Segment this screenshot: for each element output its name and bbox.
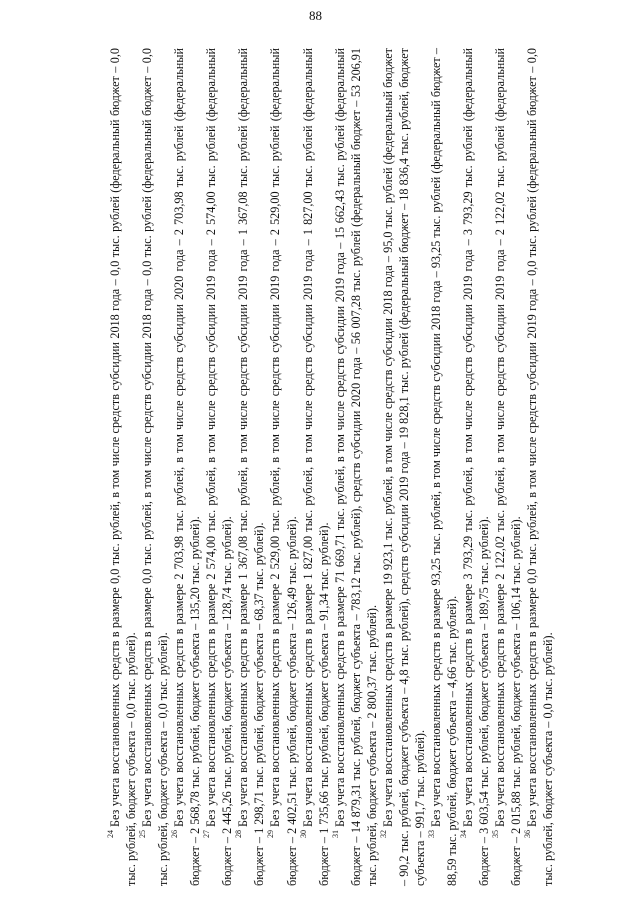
footnote-number: 32 xyxy=(378,830,388,838)
footnote-text: Без учета восстановленных средств в размере 0,0 тыс. рублей, в том числе средств субсидии 2018 года – 0,0 тыс. рублей (федеральный бюджет – 0,0 тыс. рублей, бюджет субъекта – 0,0 тыс. рублей). xyxy=(108,48,139,886)
footnote-number: 24 xyxy=(106,830,115,838)
footnotes-list xyxy=(107,48,607,886)
footnote xyxy=(524,48,556,886)
footnote-number: 28 xyxy=(234,830,244,838)
footnote-text: Без учета восстановленных средств в размере 2 574,00 тыс. рублей, в том числе средств субсидии 2019 года – 2 574,00 тыс. рублей (федеральный бюджет – 2 445,26 тыс. рублей, бюджет субъекта – 128,74 тыс. рублей). xyxy=(204,48,235,886)
footnote-text: Без учета восстановленных средств в размере 0,0 тыс. рублей, в том числе средств субсидии 2019 года – 0,0 тыс. рублей (федеральный бюджет – 0,0 тыс. рублей, бюджет субъекта – 0,0 тыс. рублей). xyxy=(525,48,556,886)
footnote-text: Без учета восстановленных средств в размере 1 827,00 тыс. рублей, в том числе средств субсидии 2019 года – 1 827,00 тыс. рублей (федеральный бюджет – 1 735,66 тыс. рублей, бюджет субъекта – 91,34 тыс. рублей). xyxy=(300,48,331,886)
footnote-number: 30 xyxy=(298,830,308,838)
footnote-number: 34 xyxy=(459,830,469,838)
footnote-text: Без учета восстановленных средств в размере 71 669,71 тыс. рублей, в том числе средств субсидии 2019 года – 15 662,43 тыс. рублей (федеральный бюджет – 14 879,31 тыс. рублей, бюджет субъекта – 783,12 тыс. рублей), средств субсидии 2020 года – 56 007,28 тыс. рублей (федеральный бюджет – 53 206,91 тыс. рублей, бюджет субъекта – 2 800,37 тыс. рублей). xyxy=(332,48,379,886)
footnote-number: 27 xyxy=(202,830,212,838)
footnote-number: 31 xyxy=(330,830,340,838)
footnote-text: Без учета восстановленных средств в размере 93,25 тыс. рублей, в том числе средств субсидии 2018 года – 93,25 тыс. рублей (федеральный бюджет – 88,59 тыс. рублей, бюджет субъекта – 4,66 тыс. рублей). xyxy=(428,48,459,886)
page-number: 88 xyxy=(309,8,322,23)
footnote xyxy=(235,48,267,886)
footnote-number: 33 xyxy=(426,830,436,838)
footnote xyxy=(171,48,203,886)
footnote-text: Без учета восстановленных средств в размере 2 529,00 тыс. рублей, в том числе средств субсидии 2019 года – 2 529,00 тыс. рублей (федеральный бюджет – 2 402,51 тыс. рублей, бюджет субъекта – 126,49 тыс. рублей). xyxy=(268,48,299,886)
footnote-number: 26 xyxy=(170,830,180,838)
footnote-number: 29 xyxy=(266,830,276,838)
footnote-text: Без учета восстановленных средств в размере 2 122,02 тыс. рублей, в том числе средств субсидии 2019 года – 2 122,02 тыс. рублей (федеральный бюджет – 2 015,88 тыс. рублей, бюджет субъекта – 106,14 тыс. рублей). xyxy=(493,48,524,886)
footnote xyxy=(267,48,299,886)
footnote-number: 35 xyxy=(491,830,501,838)
footnote-text: Без учета восстановленных средств в размере 3 793,29 тыс. рублей, в том числе средств субсидии 2019 года – 3 793,29 тыс. рублей (федеральный бюджет – 3 603,54 тыс. рублей, бюджет субъекта – 189,75 тыс. рублей). xyxy=(461,48,492,886)
footnote-number: 36 xyxy=(523,830,533,838)
footnote xyxy=(139,48,171,886)
footnote xyxy=(460,48,492,886)
footnote-text: Без учета восстановленных средств в размере 1 367,08 тыс. рублей, в том числе средств субсидии 2019 года – 1 367,08 тыс. рублей (федеральный бюджет – 1 298,71 тыс. рублей, бюджет субъекта – 68,37 тыс. рублей). xyxy=(236,48,267,886)
footnote-text: Без учета восстановленных средств в размере 19 923,1 тыс. рублей, в том числе средств субсидии 2018 года – 95,0 тыс. рублей (федеральный бюджет – 90,2 тыс. рублей, бюджет субъекта – 4,8 тыс. рублей), средств субсидии 2019 года – 19 828,1 тыс. рублей (федеральный бюджет – 18 836,4 тыс. рублей, бюджет субъекта – 991,7 тыс. рублей). xyxy=(380,48,427,886)
footnote xyxy=(380,48,428,886)
footnote xyxy=(492,48,524,886)
footnote xyxy=(428,48,460,886)
footnote xyxy=(203,48,235,886)
footnote xyxy=(332,48,380,886)
rotated-footnotes-area xyxy=(106,48,556,886)
footnote-text: Без учета восстановленных средств в размере 0,0 тыс. рублей, в том числе средств субсидии 2018 года – 0,0 тыс. рублей (федеральный бюджет – 0,0 тыс. рублей, бюджет субъекта – 0,0 тыс. рублей). xyxy=(140,48,171,886)
footnote-text: Без учета восстановленных средств в размере 2 703,98 тыс. рублей, в том числе средств субсидии 2020 года – 2 703,98 тыс. рублей (федеральный бюджет – 2 568,78 тыс. рублей, бюджет субъекта – 135,20 тыс. рублей). xyxy=(172,48,203,886)
footnote xyxy=(107,48,139,886)
footnote xyxy=(300,48,332,886)
footnote-number: 25 xyxy=(138,830,148,838)
